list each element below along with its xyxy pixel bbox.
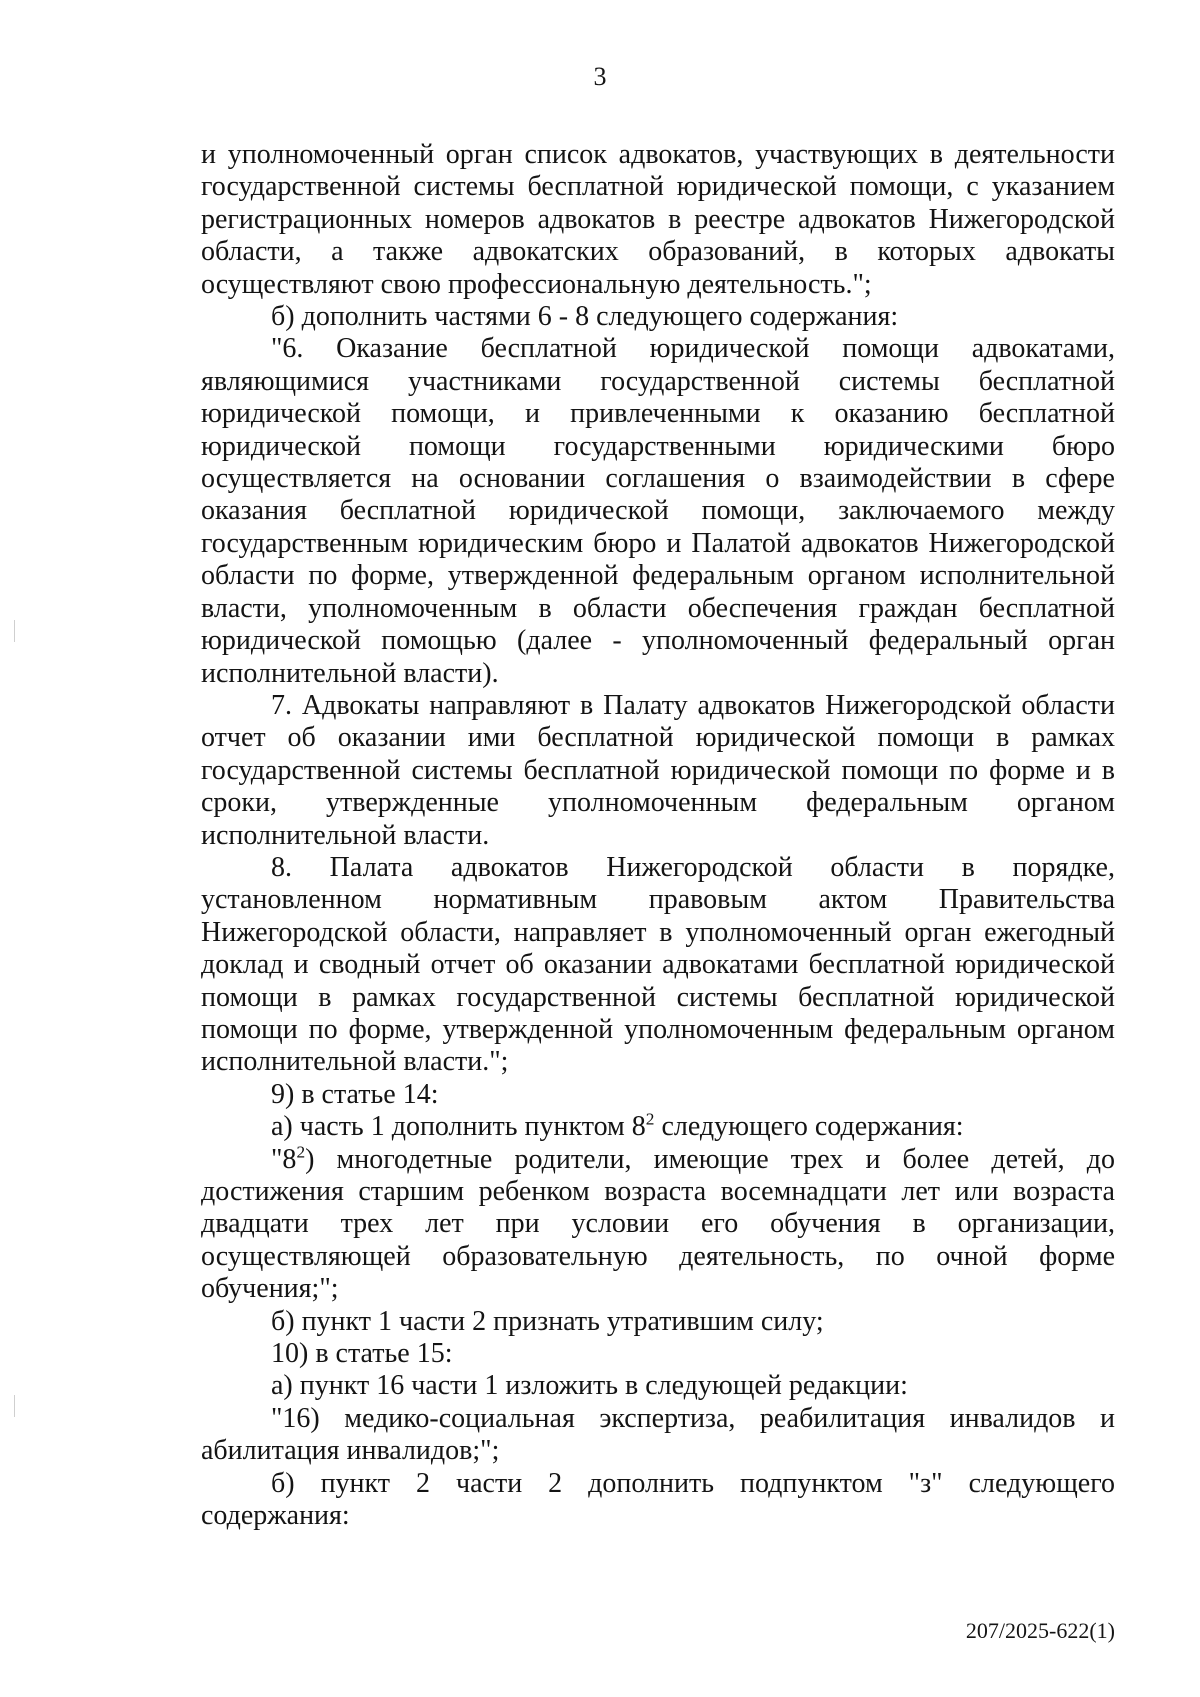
paragraph-item-8-2-after: ) многодетные родители, имеющие трех и более детей, до достижения старшим ребенком возраста восемнадцати лет или возраста двадцати трех лет при условии его обучения в организации, осуществляющей образовательную деятельность, по очной форме обучения;";: [201, 1143, 1115, 1305]
paragraph-article-15-b: б) пункт 2 части 2 дополнить подпунктом "з" следующего содержания:: [201, 1467, 1115, 1532]
paragraph-part-6: "6. Оказание бесплатной юридической помощи адвокатами, являющимися участниками государственной системы бесплатной юридической помощи, и привлеченными к оказанию бесплатной юридической помощи государственными юридическими бюро осуществляется на основании соглашения о взаимодействии в сфере оказания бесплатной юридической помощи, заключаемого между государственным юридическим бюро и Палатой адвокатов Нижегородской области по форме, утвержденной федеральным органом исполнительной власти, уполномоченным в области обеспечения граждан бесплатной юридической помощью (далее - уполномоченный федеральный орган исполнительной власти).: [201, 333, 1115, 689]
paragraph-article-14-a-before: а) часть 1 дополнить пунктом 8: [271, 1111, 646, 1143]
paragraph-article-14-a: [201, 1111, 1115, 1143]
paragraph-article-15-a: а) пункт 16 части 1 изложить в следующей редакции:: [271, 1370, 908, 1402]
scan-margin-mark: [14, 620, 15, 642]
paragraph-item-16: "16) медико-социальная экспертиза, реабилитация инвалидов и абилитация инвалидов;";: [201, 1402, 1115, 1467]
paragraph-item-8-2: [201, 1141, 1115, 1306]
paragraph-article-14-b: б) пункт 1 части 2 признать утратившим силу;: [271, 1305, 824, 1337]
superscript-2: 2: [296, 1141, 306, 1161]
document-number: 207/2025-622(1): [965, 1618, 1115, 1643]
superscript-2: 2: [645, 1109, 655, 1129]
paragraph-part-7: 7. Адвокаты направляют в Палату адвокатов Нижегородской области отчет об оказании ими бесплатной юридической помощи в рамках государственной системы бесплатной юридической помощи по форме и в сроки, утвержденные уполномоченным федеральным органом исполнительной власти.: [201, 689, 1115, 851]
paragraph-part-8: 8. Палата адвокатов Нижегородской области в порядке, установленном нормативным правовым актом Правительства Нижегородской области, направляет в уполномоченный орган ежегодный доклад и сводный отчет об оказании адвокатами бесплатной юридической помощи в рамках государственной системы бесплатной юридической помощи по форме, утвержденной уполномоченным федеральным органом исполнительной власти.";: [201, 851, 1115, 1078]
page-number: 3: [593, 62, 607, 91]
paragraph-article-15: 10) в статье 15:: [271, 1338, 453, 1370]
document-body: [201, 139, 1115, 1532]
paragraph-article-14-a-after: следующего содержания:: [654, 1111, 964, 1143]
paragraph-add-parts-6-8: б) дополнить частями 6 - 8 следующего содержания:: [271, 301, 899, 333]
scan-margin-mark: [14, 1395, 15, 1417]
paragraph-list-of-advocates: и уполномоченный орган список адвокатов, участвующих в деятельности государственной системы бесплатной юридической помощи, с указанием регистрационных номеров адвокатов в реестре адвокатов Нижегородской области, а также адвокатских образований, в которых адвокаты осуществляют свою профессиональную деятельность.";: [201, 139, 1115, 300]
paragraph-item-8-2-before: "8: [271, 1143, 297, 1175]
paragraph-article-14: 9) в статье 14:: [271, 1078, 439, 1110]
